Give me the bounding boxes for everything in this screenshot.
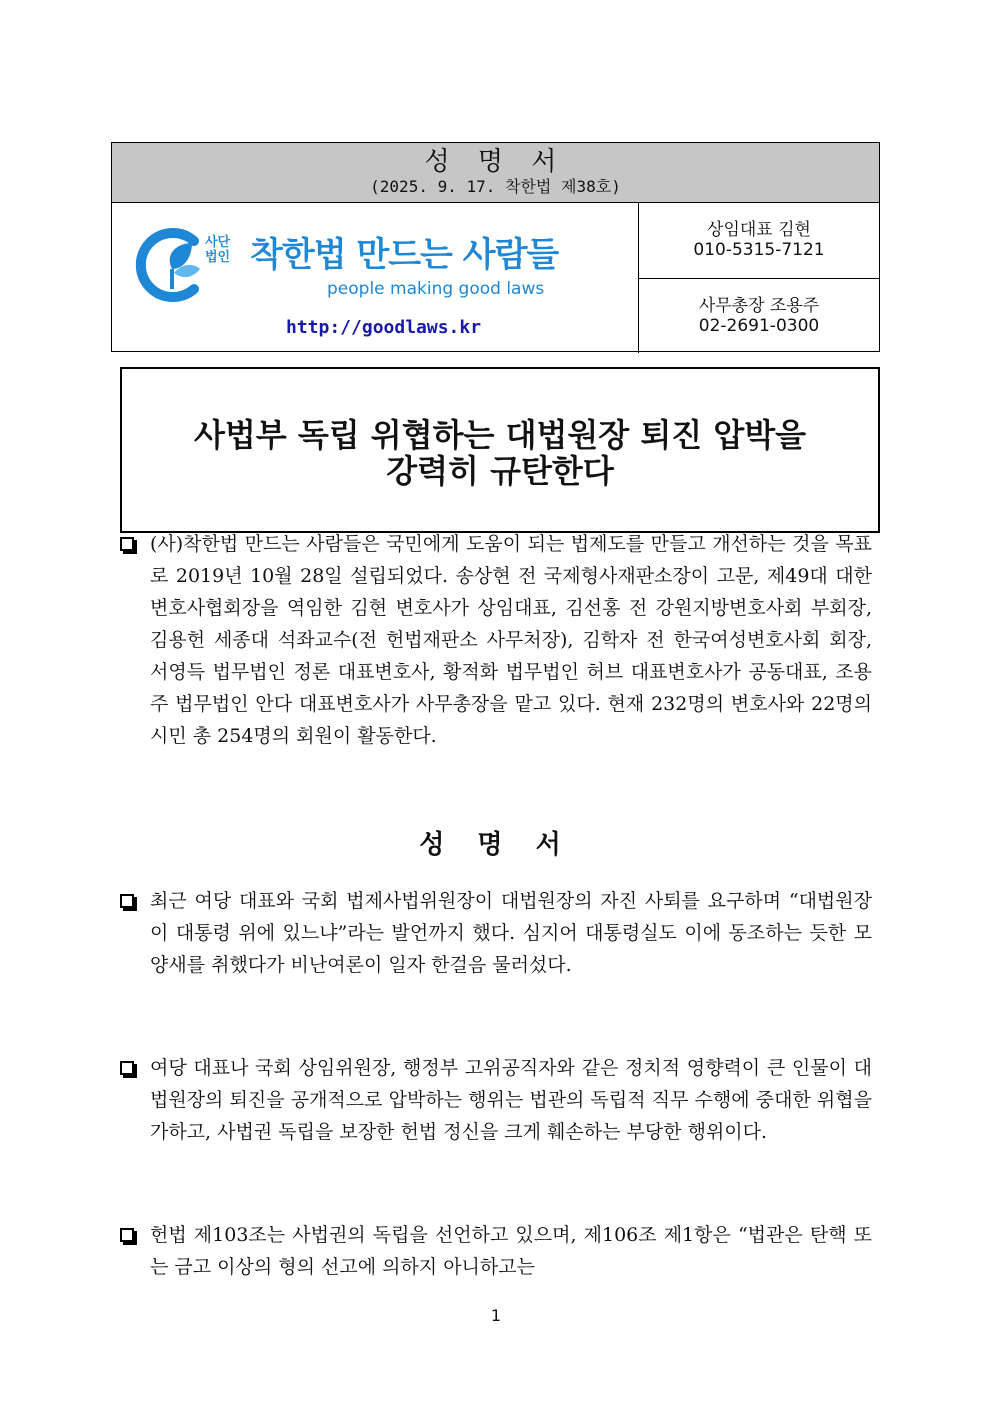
paragraph-text: 헌법 제103조는 사법권의 독립을 선언하고 있으며, 제106조 제1항은 “법관은 탄핵 또는 금고 이상의 형의 선고에 의하지 아니하고는	[150, 1224, 872, 1278]
logo-cell	[112, 203, 639, 353]
section-heading: 성 명 서	[419, 830, 573, 860]
paragraph-text: 여당 대표나 국회 상임위원장, 행정부 고위공직자와 같은 정치적 영향력이 큰 인물이 대법원장의 퇴진을 공개적으로 압박하는 행위는 법관의 독립적 직무 수행에 중대한 위협을 가하고, 사법권 독립을 보장한 헌법 정신을 크게 훼손하는 부당한 행위이다.	[150, 1057, 872, 1143]
org-english-name: people making good laws	[327, 279, 545, 299]
statement-title	[122, 369, 878, 489]
contact-representative	[639, 203, 879, 278]
statement-title-line1: 사법부 독립 위협하는 대법원장 퇴진 압박을	[193, 416, 807, 454]
document-subtitle: (2025. 9. 17. 착한법 제38호)	[370, 177, 621, 196]
statement-title-box	[120, 367, 880, 533]
organization-logo-icon	[134, 223, 206, 303]
header-info-row	[112, 203, 879, 353]
contact-phone: 010-5315-7121	[693, 240, 825, 261]
org-name: 착한법 만드는 사람들	[250, 235, 559, 275]
checkbox-bullet-icon	[120, 1061, 134, 1075]
contacts-column	[639, 203, 879, 353]
org-type-line2: 법인	[205, 250, 231, 265]
page-number: 1	[490, 1306, 502, 1325]
statement-paragraph-1	[120, 885, 872, 981]
org-url-link[interactable]: http://goodlaws.kr	[286, 317, 482, 338]
header-title-bar	[112, 143, 879, 203]
checkbox-bullet-icon	[120, 1228, 134, 1242]
contact-secretary-general	[639, 278, 879, 354]
org-type-label	[205, 235, 230, 265]
contact-phone: 02-2691-0300	[698, 315, 820, 336]
contact-role-name: 사무총장 조용주	[698, 295, 820, 316]
statement-paragraph-3	[120, 1219, 872, 1283]
paragraph-text: (사)착한법 만드는 사람들은 국민에게 도움이 되는 법제도를 만들고 개선하는 것을 목표로 2019년 10월 28일 설립되었다. 송상현 전 국제형사재판소장이 고문, 제49대 대한변호사협회장을 역임한 김현 변호사가 상임대표, 김선홍 전 강원지방변호사회 부회장, 김용헌 세종대 석좌교수(전 헌법재판소 사무처장), 김학자 전 한국여성변호사회 회장, 서영득 법무법인 정론 대표변호사, 황적화 법무법인 허브 대표변호사가 공동대표, 조용주 법무법인 안다 대표변호사가 사무총장을 맡고 있다. 현재 232명의 변호사와 22명의 시민 총 254명의 회원이 활동한다.	[150, 533, 872, 747]
statement-paragraph-2	[120, 1052, 872, 1148]
paragraph-text: 최근 여당 대표와 국회 법제사법위원장이 대법원장의 자진 사퇴를 요구하며 “대법원장이 대통령 위에 있느냐”라는 발언까지 했다. 심지어 대통령실도 이에 동조하는 듯한 모양새를 취했다가 비난여론이 일자 한걸음 물러섰다.	[150, 890, 872, 976]
checkbox-bullet-icon	[120, 537, 134, 551]
org-type-line1: 사단	[205, 235, 231, 250]
document-title: 성 명 서	[424, 147, 567, 177]
header-box	[111, 142, 880, 352]
checkbox-bullet-icon	[120, 894, 134, 908]
statement-title-line2: 강력히 규탄한다	[386, 452, 614, 490]
contact-role-name: 상임대표 김현	[707, 220, 811, 241]
intro-paragraph	[120, 528, 872, 752]
